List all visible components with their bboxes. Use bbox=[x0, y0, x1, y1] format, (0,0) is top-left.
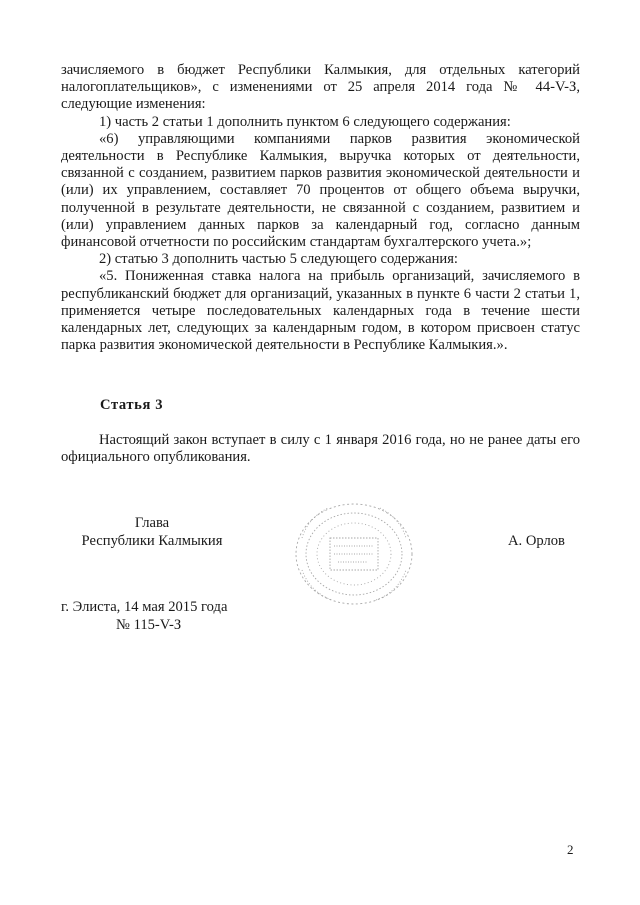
official-seal-icon bbox=[288, 498, 418, 610]
article-heading: Статья 3 bbox=[100, 397, 164, 413]
paragraph: 2) статью 3 дополнить частью 5 следующего содержания: bbox=[99, 251, 458, 268]
page-number: 2 bbox=[567, 842, 574, 857]
paragraph: 1) часть 2 статьи 1 дополнить пунктом 6 следующего содержания: bbox=[99, 113, 511, 130]
signatory-title-line: Глава bbox=[134, 515, 170, 531]
signatory-title bbox=[62, 514, 242, 550]
paragraph: «6) управляющими компаниями парков развития экономической деятельности в Республике Калмыкия, выручка которых от деятельности, связанной с созданием, развитием парков развития экономической деятельности и (или) их управлением, составляет 70 процентов от общего объема выручки, полученной в результате деятельности, не связанной с созданием, развитием и (или) управлением данных парков за календарный год, согласно данным финансовой отчетности по российским стандартам бухгалтерского учета.»; bbox=[61, 130, 580, 251]
law-number: № 115-V-З bbox=[116, 617, 182, 633]
paragraph: «5. Пониженная ставка налога на прибыль организаций, зачисляемого в республиканский бюджет для организаций, указанных в пункте 6 части 2 статьи 1, применяется четыре последовательных календарных года в течение шести календарных лет, следующих за календарным годом, в котором присвоен статус парка развития экономической деятельности в Республике Калмыкия.». bbox=[61, 268, 580, 354]
signatory-title-line: Республики Калмыкия bbox=[81, 533, 223, 549]
law-amendments-text bbox=[61, 62, 580, 354]
signatory-name: А. Орлов bbox=[508, 533, 565, 549]
paragraph: зачисляемого в бюджет Республики Калмыкия, для отдельных категорий налогоплательщиков», с изменениями от 25 апреля 2014 года № 44-V-З, следующие изменения: bbox=[61, 62, 580, 113]
place-and-date: г. Элиста, 14 мая 2015 года bbox=[61, 599, 228, 615]
article-text: Настоящий закон вступает в силу с 1 января 2016 года, но не ранее даты его официального опубликования. bbox=[61, 432, 580, 466]
